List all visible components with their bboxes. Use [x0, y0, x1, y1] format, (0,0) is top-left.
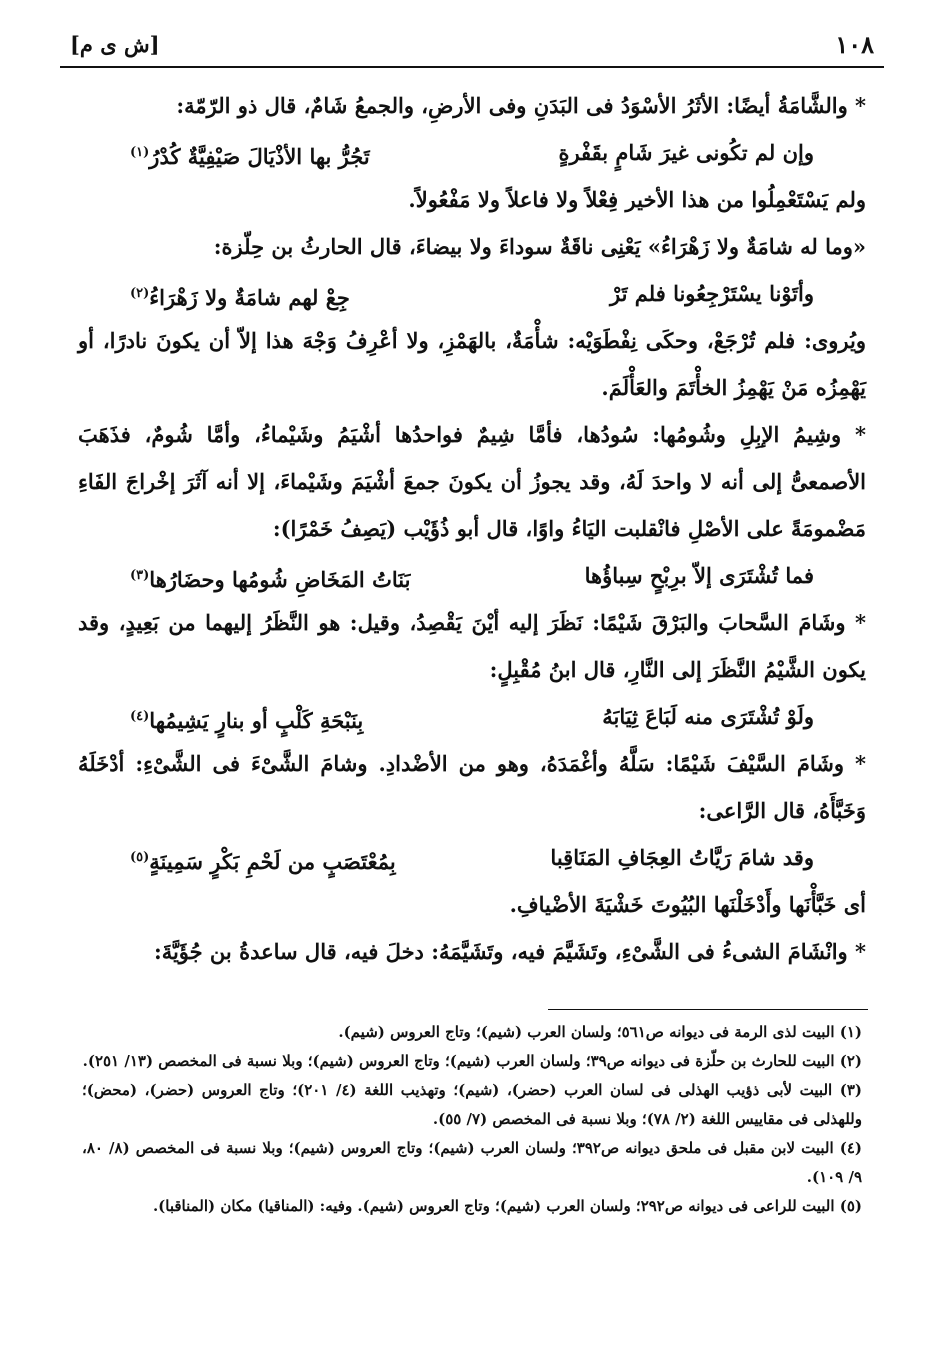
footnote: (٤) البيت لابن مقبل فى ملحق ديوانه ص٣٩٢؛ ولسان العرب (شيم)؛ وتاج العروس (شيم)؛ وبلا نسبة فى المخصص (٨/ ٨٠، ٩/ ١٠٩). — [82, 1139, 862, 1186]
footnotes — [82, 1018, 862, 1221]
verse-first-hemistich: وقد شامَ رَيَّاتُ العِجَافِ المَنَاقِبا — [550, 845, 814, 870]
verse-first-hemistich: ولَوْ تُشْتَرَى منه لَبَاعَ ثِيَابَهُ — [602, 704, 814, 729]
verse-first-hemistich: وأتَوْنا يسْتَرْجِعُونا فلم تَرْ — [610, 281, 814, 306]
entry-paragraph: «وما له شامَةٌ ولا زَهْرَاءُ» يَعْنِى ناقَةٌ سوداءَ ولا بيضاءَ، قال الحارثُ بن حِلّزة: — [213, 234, 866, 259]
page-body — [78, 82, 866, 975]
verse-second-text: بَنَاتُ المَخَاضِ شُومُها وحضَارُها — [149, 567, 411, 592]
page-number: ١٠٨ — [835, 30, 874, 59]
entry-paragraph: * وشَامَ السَّيْفَ شَيْمًا: سَلَّهُ وأغْمَدَهُ، وهو من الأضْدادِ. وشامَ الشَّىْءَ فى الشَّىْءِ: أدْخَلَهُ وَخَبَّأَهُ، قال الرَّاعى: — [78, 751, 866, 823]
footnote-ref: (٢) — [130, 286, 150, 301]
entry-paragraph: * وشِيمُ الإبِلِ وشُومُها: سُودُها، فأمَّا شِيمٌ فواحدُها أشْيَمُ وشَيْماءُ، وأمَّا شُومٌ، فذَهَبَ الأصمعىُّ إلى أنه لا واحدَ لَهُ، وقد يجوزُ أن يكونَ جمعَ أشْيَمَ وشَيْماءَ، إلا أنه آثَرَ إخْراجَ الفَاءِ مَضْمومَةً على الأصْلِ فانْقلبت اليَاءُ واوًا، قال أبو ذُؤَيْب (يَصِفُ خَمْرًا): — [78, 422, 866, 541]
entry-paragraph: ولم يَسْتَعْمِلُوا من هذا الأخير فِعْلاً ولا فاعلاً ولا مَفْعُولاً. — [408, 187, 866, 212]
footnote: (٣) البيت لأبى ذؤيب الهذلى فى لسان العرب (حضر)، (شيم)؛ وتهذيب اللغة (٤/ ٢٠١)؛ وتاج العروس (حضر)، (محض)؛ وللهذلى فى مقاييس اللغة (٢/ ٧٨)؛ وبلا نسبة فى المخصص (٧/ ٥٥). — [82, 1081, 863, 1128]
footnote-ref: (١) — [130, 145, 150, 160]
verse-line — [78, 129, 866, 176]
entry-paragraph: * والشَّامَةُ أيضًا: الأثَرُ الأسْوَدُ فى البَدَنِ وفى الأرضِ، والجمعُ شَامٌ، قال ذو الرّمّة: — [176, 93, 866, 118]
footnote: (١) البيت لذى الرمة فى ديوانه ص٥٦١؛ ولسان العرب (شيم)؛ وتاج العروس (شيم). — [338, 1023, 862, 1041]
verse-second-text: بِنَبْحَةِ كَلْبٍ أو بنارٍ يَشِيمُها — [149, 708, 364, 733]
verse-second-hemistich — [130, 129, 370, 176]
root-letters-tag: [ش ى م] — [70, 32, 160, 57]
footnote-divider — [548, 1009, 868, 1010]
footnote-ref: (٥) — [130, 850, 150, 865]
footnote: (٥) البيت للراعى فى ديوانه ص٢٩٢؛ ولسان العرب (شيم)؛ وتاج العروس (شيم). وفيه: (المناقيا) مكان (المناقبا). — [152, 1197, 862, 1215]
footnote-ref: (٣) — [130, 568, 150, 583]
entry-paragraph: أى خَبَّأْنَها وأَدْخَلْنَها البُيُوتَ خَشْيَةَ الأضْيافِ. — [509, 892, 866, 917]
verse-second-hemistich — [130, 552, 410, 599]
footnote: (٢) البيت للحارث بن حلّزة فى ديوانه ص٣٩؛ ولسان العرب (شيم)؛ وتاج العروس (شيم)؛ وبلا نسبة فى المخصص (١٣/ ٢٥١). — [82, 1052, 862, 1070]
entry-paragraph: * وانْشَامَ الشىءُ فى الشَّىْءِ، وتَشَيَّمَ فيه، وتَشَيَّمَهُ: دخلَ فيه، قال ساعدةُ بن جُؤَيَّةَ: — [153, 939, 866, 964]
header-rule — [60, 66, 884, 68]
footnote-ref: (٤) — [130, 709, 150, 724]
verse-second-hemistich — [130, 834, 396, 881]
verse-second-hemistich — [130, 693, 363, 740]
entry-paragraph: * وشَامَ السَّحابَ والبَرْقَ شَيْمًا: نَظَرَ إليه أيْنَ يَقْصِدُ، وقيل: هو النَّظَرُ إليهما من بَعِيدٍ، وقد يكون الشَّيْمُ النَّظَرَ إلى النَّارِ، قال ابنُ مُقْبِلٍ: — [78, 610, 866, 682]
page-header — [62, 30, 882, 64]
verse-first-hemistich: وإن لم تكُونى غيرَ شَامٍ بقَفْرةٍ — [558, 140, 814, 165]
verse-line — [78, 270, 866, 317]
verse-line — [78, 834, 866, 881]
verse-second-text: بِمُعْتَصَبٍ من لَحْمِ بَكْرٍ سَمِينَةٍ — [149, 849, 396, 874]
entry-paragraph: ويُروى: فلم تُرْجَعْ، وحكَى نِفْطَوَيْه: شأْمَةٌ، بالهَمْزِ، ولا أعْرِفُ وَجْهَ هذا إلاّ أن يكونَ نادرًا، أو يَهْمِزُه مَنْ يَهْمِزُ الخأْتَمَ والعَأْلَمَ. — [78, 328, 866, 400]
verse-second-hemistich — [130, 270, 350, 317]
verse-line — [78, 552, 866, 599]
verse-line — [78, 693, 866, 740]
verse-second-text: جِعْ لهم شامَةٌ ولا زَهْرَاءُ — [149, 285, 350, 310]
verse-first-hemistich: فما تُشْتَرَى إلاّ برِبْحٍ سِباؤُها — [584, 563, 814, 588]
verse-second-text: تَجُرُّ بها الأذْيَالَ صَيْفِيَّةٌ كُدْرُ — [149, 144, 370, 169]
